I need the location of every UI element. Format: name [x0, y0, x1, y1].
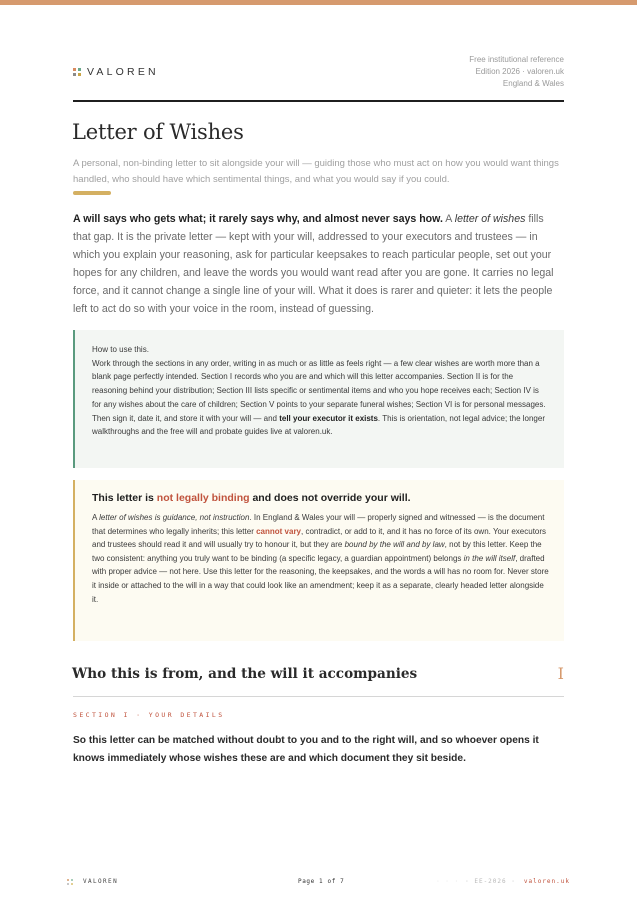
warning-body [92, 511, 550, 606]
warning-title-text: and does not override your will. [252, 492, 411, 504]
intro-text: A [445, 213, 452, 225]
section-lead: So this letter can be matched without doubt to you and to the right will, and so whoever opens it knows immediately whose wishes these are and which document they sit beside. [73, 735, 539, 764]
logo-square [67, 883, 69, 885]
footer-logo-icon [67, 879, 73, 885]
footer-brand-name: VALOREN [83, 878, 119, 885]
warning-title-text: This letter is [92, 492, 154, 504]
legal-warning-callout [73, 480, 564, 641]
header-meta [469, 54, 564, 90]
warning-text: A [92, 513, 97, 522]
logo-square [71, 879, 73, 881]
warning-highlight: cannot vary [256, 526, 301, 536]
section-rule [73, 696, 564, 697]
section-kicker: SECTION I · YOUR DETAILS [73, 711, 225, 719]
logo-square [73, 68, 76, 71]
page-footer [67, 876, 570, 888]
page-number: Page 1 of 7 [298, 878, 345, 885]
intro-text: fills that gap. It is the private letter — kept with your will, addressed to your executors and trustees — in which you explain your reasoning, ask for particular keepsakes to reach particular people, set out your hopes for any children, and leave the words you would want read after you are gone. It carries no legal force, and it cannot change a single line of your will. What it does is rarer and quieter: it lets the people left to act do so with your voice in the room, instead of guessing. [73, 213, 554, 315]
warning-emphasis: letter of wishes is guidance, not instruction [99, 513, 250, 522]
warning-text: , drafted with proper advice — not here. Use this letter for the reasoning, the keepsakes, and the words a will has no room for. Never store it inside or attached to the will in a way that could look like an amendment; keep it as a separate, clearly headed letter alongside it. [92, 553, 549, 604]
meta-line: Edition 2026 · valoren.uk [475, 67, 564, 76]
footer-edition-code: · EE-2026 · [465, 878, 516, 885]
logo-square [73, 73, 76, 76]
warning-text: . In England & Wales your will — properly signed and witnessed — is the document that determines who legally inherits; this letter [92, 513, 545, 536]
footer-dots: · · · [436, 878, 460, 885]
footer-right [436, 878, 570, 885]
howto-text: . This is orientation, not legal advice; the longer walkthroughs and the free will and probate guides live at valoren.uk. [92, 413, 545, 437]
logo-square [78, 73, 81, 76]
meta-line: Free institutional reference [469, 55, 564, 64]
header-rule [73, 100, 564, 102]
howto-text: Work through the sections in any order, writing in as much or as little as feels right — a few clear wishes are worth more than a blank page perfectly intended. Section I records who you are and which will this letter accompanies. Section II is for the reasoning behind your distribution; Section III lists specific or sentimental items and who you hope receives each; Section IV is for any wishes about the care of children; Section V points to your separate funeral wishes; Section VI is for personal messages. Then sign it, date it, and store it with your will — and [92, 358, 546, 423]
intro-paragraph [73, 210, 564, 318]
top-accent-rule [0, 0, 637, 5]
meta-line: England & Wales [502, 79, 564, 88]
section-numeral: I [557, 664, 564, 683]
page-subtitle: A personal, non-binding letter to sit alongside your will — guiding those who must act on how you would want things handled, who should have which sentimental things, and what you would say if you could. [73, 158, 559, 185]
warning-text: , contradict, or add to it, and it has no force of its own. Your executors and trustees should read it and will usually try to honour it, but they are [92, 526, 547, 550]
logo-square [71, 883, 73, 885]
logo-square [78, 68, 81, 71]
howto-heading: How to use this. [92, 345, 149, 354]
section-title: Who this is from, and the will it accompanies [72, 666, 418, 682]
title-accent-bar [73, 191, 111, 195]
howto-body [92, 357, 550, 439]
logo-square [67, 879, 69, 881]
warning-emphasis: bound by the will and by law [344, 540, 445, 550]
warning-text: , not by this letter. Keep the two consistent: anything you truly want to be binding (a specific legacy, a guardian appointment) belongs [92, 540, 542, 563]
brand[interactable] [73, 66, 159, 78]
intro-lead: A will says who gets what; it rarely says why, and almost never says how. [73, 213, 443, 225]
brand-logo-icon [73, 68, 81, 76]
warning-title [92, 492, 550, 504]
how-to-use-callout [73, 330, 564, 468]
warning-title-highlight: not legally binding [156, 492, 250, 504]
page-title: Letter of Wishes [72, 120, 244, 144]
page-header [73, 54, 564, 90]
brand-name: VALOREN [87, 66, 159, 78]
howto-bold: tell your executor it exists [279, 413, 378, 423]
intro-term: letter of wishes [454, 213, 526, 225]
footer-url-link[interactable]: valoren.uk [523, 878, 570, 885]
warning-emphasis: in the will itself [463, 553, 516, 563]
footer-brand[interactable] [67, 878, 118, 885]
